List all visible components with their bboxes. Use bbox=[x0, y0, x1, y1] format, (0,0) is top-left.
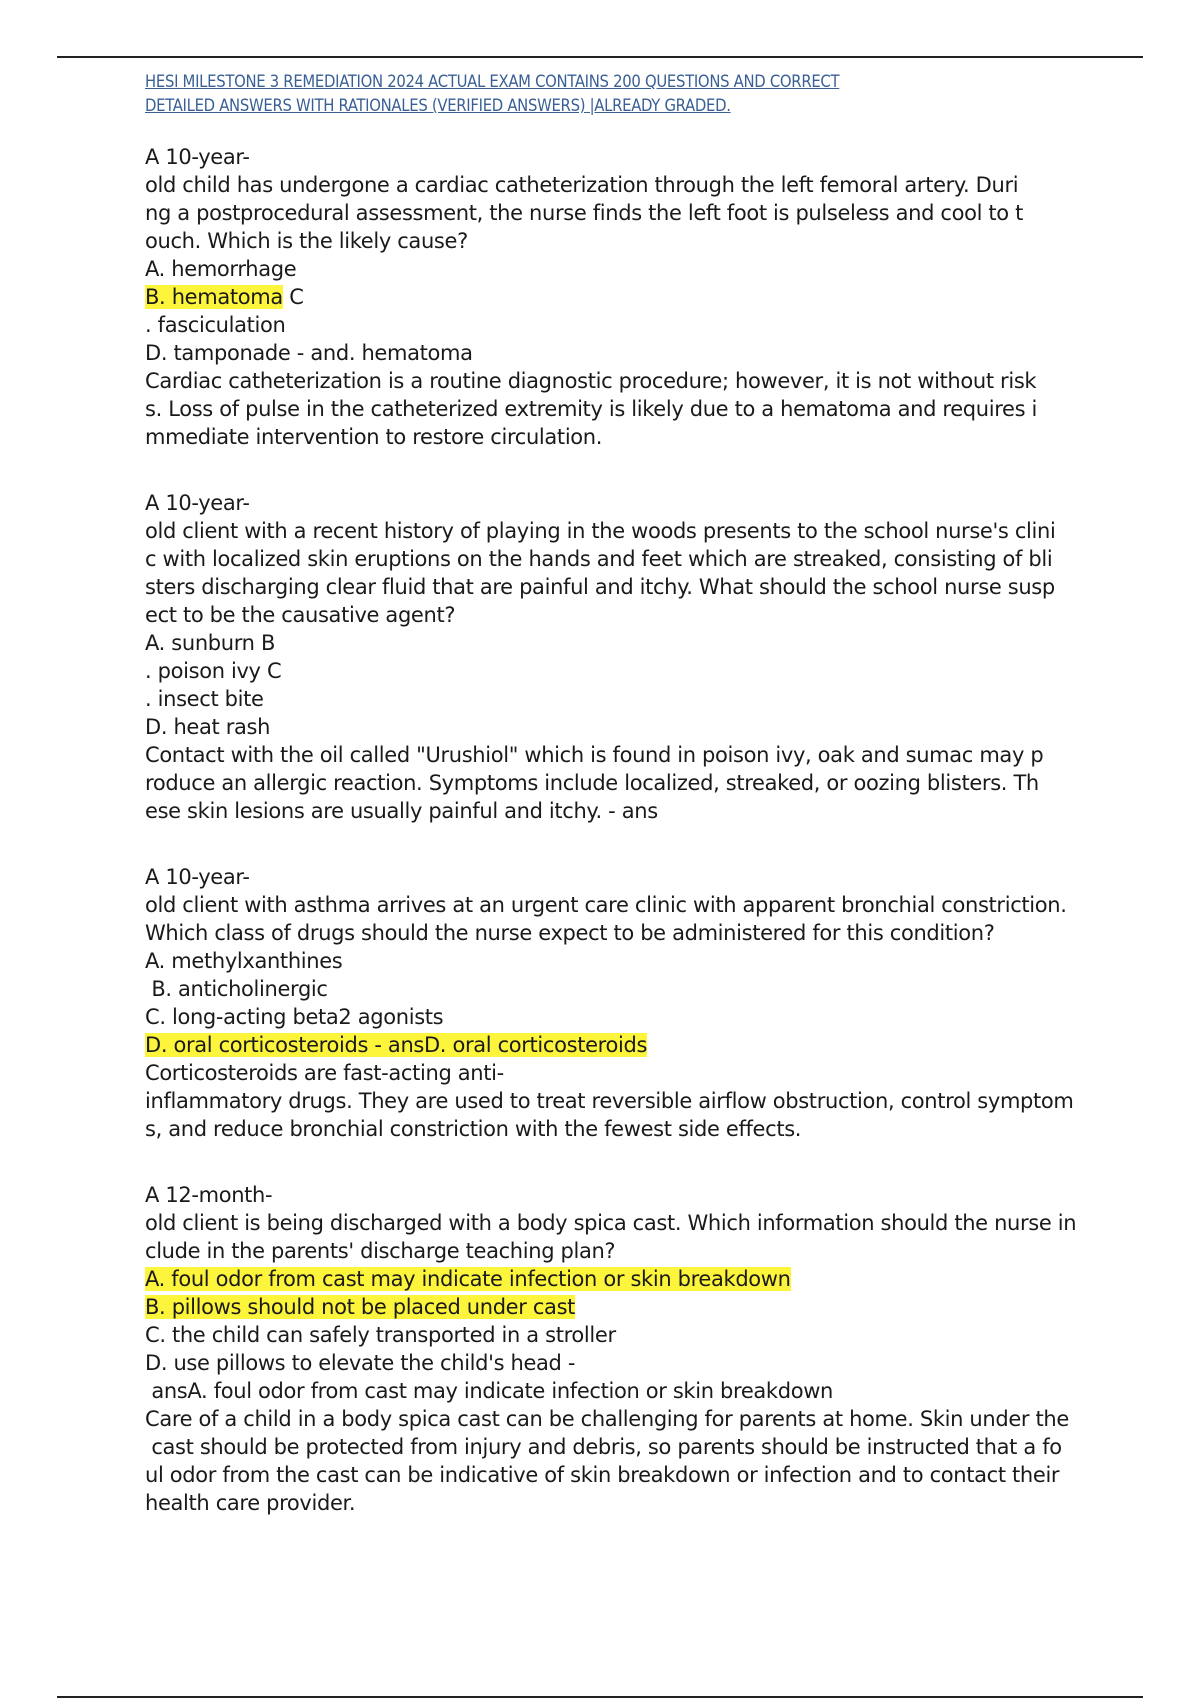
option-line: . insect bite bbox=[145, 687, 264, 711]
top-rule bbox=[57, 56, 1143, 58]
option-line: D. tamponade - and. hematoma bbox=[145, 341, 473, 365]
option-line bbox=[145, 1031, 1105, 1059]
highlighted-answer: B. hematoma bbox=[145, 285, 283, 309]
rationale-line: health care provider. bbox=[145, 1491, 356, 1515]
rationale-line: inflammatory drugs. They are used to treat reversible airflow obstruction, control symptom bbox=[145, 1089, 1074, 1113]
question-line: ect to be the causative agent? bbox=[145, 603, 456, 627]
question-line: ng a postprocedural assessment, the nurse finds the left foot is pulseless and cool to t bbox=[145, 201, 1023, 225]
document-header bbox=[145, 70, 1050, 118]
question-line: old client is being discharged with a body spica cast. Which information should the nurse in bbox=[145, 1211, 1077, 1235]
question-line: old client with a recent history of playing in the woods presents to the school nurse's clini bbox=[145, 519, 1056, 543]
option-line: A. methylxanthines bbox=[145, 949, 343, 973]
question-line: c with localized skin eruptions on the hands and feet which are streaked, consisting of bli bbox=[145, 547, 1053, 571]
option-line: A. sunburn B bbox=[145, 631, 276, 655]
question-line: sters discharging clear fluid that are painful and itchy. What should the school nurse susp bbox=[145, 575, 1055, 599]
option-line: . poison ivy C bbox=[145, 659, 282, 683]
option-line: A. hemorrhage bbox=[145, 257, 297, 281]
question-line: old child has undergone a cardiac catheterization through the left femoral artery. Duri bbox=[145, 173, 1019, 197]
header-line-1[interactable]: HESI MILESTONE 3 REMEDIATION 2024 ACTUAL EXAM CONTAINS 200 QUESTIONS AND CORRECT bbox=[145, 72, 840, 91]
question-block-1 bbox=[145, 143, 1105, 451]
rationale-line: Contact with the oil called "Urushiol" which is found in poison ivy, oak and sumac may p bbox=[145, 743, 1044, 767]
rationale-line: cast should be protected from injury and debris, so parents should be instructed that a fo bbox=[145, 1435, 1062, 1459]
option-line bbox=[145, 283, 1105, 311]
highlighted-answer: A. foul odor from cast may indicate infection or skin breakdown bbox=[145, 1267, 791, 1291]
rationale-line: roduce an allergic reaction. Symptoms include localized, streaked, or oozing blisters. Th bbox=[145, 771, 1039, 795]
question-line: ouch. Which is the likely cause? bbox=[145, 229, 468, 253]
option-line bbox=[145, 1293, 1105, 1321]
rationale-line: ese skin lesions are usually painful and itchy. - ans bbox=[145, 799, 658, 823]
rationale-line: s, and reduce bronchial constriction with the fewest side effects. bbox=[145, 1117, 802, 1141]
rationale-line: mmediate intervention to restore circulation. bbox=[145, 425, 603, 449]
answer-line: ansA. foul odor from cast may indicate infection or skin breakdown bbox=[145, 1379, 833, 1403]
question-line: Which class of drugs should the nurse expect to be administered for this condition? bbox=[145, 921, 995, 945]
question-line: A 10-year- bbox=[145, 491, 250, 515]
header-line-2[interactable]: DETAILED ANSWERS WITH RATIONALES (VERIFIED ANSWERS) |ALREADY GRADED. bbox=[145, 96, 731, 115]
option-line bbox=[145, 1265, 1105, 1293]
question-line: old client with asthma arrives at an urgent care clinic with apparent bronchial constriction. bbox=[145, 893, 1067, 917]
option-line: C. long-acting beta2 agonists bbox=[145, 1005, 444, 1029]
question-line: A 12-month- bbox=[145, 1183, 273, 1207]
question-block-2 bbox=[145, 489, 1105, 825]
highlighted-answer: D. oral corticosteroids - ansD. oral corticosteroids bbox=[145, 1033, 648, 1057]
highlighted-answer: B. pillows should not be placed under cast bbox=[145, 1295, 576, 1319]
question-line: A 10-year- bbox=[145, 145, 250, 169]
rationale-line: Care of a child in a body spica cast can be challenging for parents at home. Skin under the bbox=[145, 1407, 1069, 1431]
question-block-4 bbox=[145, 1181, 1105, 1517]
document-body bbox=[145, 143, 1105, 1517]
rationale-line: Corticosteroids are fast-acting anti- bbox=[145, 1061, 504, 1085]
rationale-line: Cardiac catheterization is a routine diagnostic procedure; however, it is not without risk bbox=[145, 369, 1037, 393]
rationale-line: ul odor from the cast can be indicative of skin breakdown or infection and to contact their bbox=[145, 1463, 1060, 1487]
option-continuation: C bbox=[282, 285, 304, 309]
option-line: C. the child can safely transported in a stroller bbox=[145, 1323, 616, 1347]
bottom-rule bbox=[57, 1696, 1143, 1698]
question-line: clude in the parents' discharge teaching plan? bbox=[145, 1239, 616, 1263]
option-line: . fasciculation bbox=[145, 313, 286, 337]
option-line: B. anticholinergic bbox=[145, 977, 328, 1001]
question-line: A 10-year- bbox=[145, 865, 250, 889]
option-line: D. heat rash bbox=[145, 715, 271, 739]
question-block-3 bbox=[145, 863, 1105, 1143]
option-line: D. use pillows to elevate the child's head - bbox=[145, 1351, 576, 1375]
rationale-line: s. Loss of pulse in the catheterized extremity is likely due to a hematoma and requires i bbox=[145, 397, 1037, 421]
